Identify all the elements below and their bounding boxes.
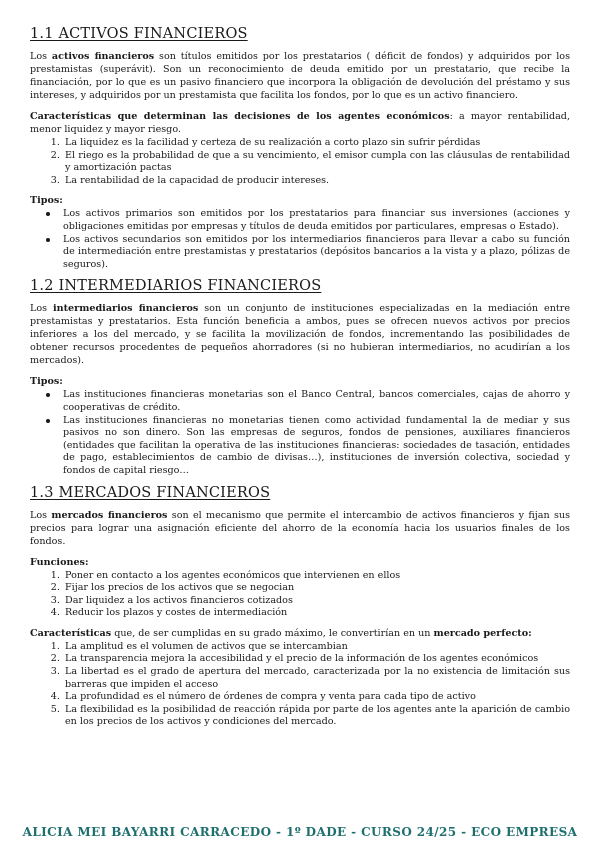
list-item: Los activos primarios son emitidos por los prestatarios para financiar sus inversiones (acciones y obligaciones emitidas por empresas y títulos de deuda emitidos por particulares, empresas o Estado). xyxy=(63,208,570,232)
list-item: 2. La transparencia mejora la accesibilidad y el precio de la información de los agentes económicos xyxy=(63,653,570,666)
types-list xyxy=(30,389,570,477)
list-item: 2. El riego es la probabilidad de que a su vencimiento, el emisor cumpla con las cláusulas de rentabilidad y amortización pactas xyxy=(63,150,570,175)
section-title: 1.1 ACTIVOS FINANCIEROS xyxy=(30,26,248,42)
key-term: Características que determinan las decisiones de los agentes económicos xyxy=(30,111,450,122)
types-label: Tipos: xyxy=(30,195,63,207)
key-term: intermediarios financieros xyxy=(53,303,199,315)
characteristics-intro: Características que, de ser cumplidas en su grado máximo, le convertirían en un mercado perfecto: xyxy=(30,627,532,639)
list-item: 3. Dar liquidez a los activos financieros cotizados xyxy=(63,595,570,608)
list-item: Las instituciones financieras monetarias son el Banco Central, bancos comerciales, cajas de ahorro y cooperativas de crédito. xyxy=(63,389,570,413)
key-term: activos financieros xyxy=(51,51,155,62)
types-list xyxy=(30,208,570,271)
list-item: 3. La libertad es el grado de apertura del mercado, caracterizada por la no existencia de limitación sus barreras que impiden el acceso xyxy=(63,666,570,691)
intro-paragraph: Los intermediarios financieros son un conjunto de instituciones especializadas en la mediación entre prestamistas y prestatarios. Esta función beneficia a ambos, pues se ofrecen nuevos activos por precios inferiores a los del mercado, y se facilita la movilización de fondos, incrementando las posibilidades de obtener recursos procedentes de pequeños ahorradores (si no hubieran intermediarios, no acudirían a los mercados). xyxy=(30,303,571,367)
characteristics-intro: Características que determinan las decisiones de los agentes económicos: a mayor rentabilidad, menor liquidez y mayor riesgo. xyxy=(30,111,570,135)
section-activos-financieros xyxy=(30,26,570,271)
list-item: 2. Fijar los precios de los activos que se negocian xyxy=(63,582,570,595)
functions-list xyxy=(30,570,570,620)
list-item: 1. La amplitud es el volumen de activos que se intercambian xyxy=(63,641,570,654)
list-item: 4. La profundidad es el número de órdenes de compra y venta para cada tipo de activo xyxy=(63,691,570,704)
types-label: Tipos: xyxy=(30,376,63,388)
intro-paragraph: Los activos financieros son títulos emitidos por los prestatarios ( déficit de fondos) y adquiridos por los prestamistas (superávit). Son un reconocimiento de deuda emitido por un prestatario, que recibe la financiación, por lo que es un pasivo financiero que incorpora la obligación de devolución del préstamo y sus intereses, y adquiridos por un prestamista que facilita los fondos, por lo que es un activo financiero. xyxy=(30,51,571,101)
list-item: Los activos secundarios son emitidos por los intermediarios financieros para llevar a cabo su función de intermediación entre prestamistas y prestatarios (depósitos bancarios a la vista y a plazo, pólizas de seguros). xyxy=(63,233,570,270)
page-footer: ALICIA MEI BAYARRI CARRACEDO - 1º DADE - CURSO 24/25 - ECO EMPRESA xyxy=(22,825,578,839)
characteristics-list xyxy=(30,137,570,187)
section-title: 1.3 MERCADOS FINANCIEROS xyxy=(30,484,271,501)
section-intermediarios-financieros xyxy=(30,278,570,477)
section-mercados-financieros xyxy=(30,485,570,730)
list-item: 4. Reducir los plazos y costes de intermediación xyxy=(63,607,570,620)
list-item: 1. Poner en contacto a los agentes económicos que intervienen en ellos xyxy=(63,570,570,583)
key-term: Características xyxy=(30,627,112,639)
section-title: 1.2 INTERMEDIARIOS FINANCIEROS xyxy=(30,278,322,295)
key-term: mercado perfecto: xyxy=(433,627,532,639)
functions-label: Funciones: xyxy=(30,556,89,568)
list-item: 5. La flexibilidad es la posibilidad de reacción rápida por parte de los agentes ante la aparición de cambio en los precios de los activos y condiciones del mercado. xyxy=(63,704,570,729)
characteristics-list xyxy=(30,641,570,729)
intro-paragraph: Los mercados financieros son el mecanismo que permite el intercambio de activos financieros y fijan sus precios para lograr una asignación eficiente del ahorro de la economía hacia los usuarios finales de los fondos. xyxy=(30,509,571,547)
key-term: mercados financieros xyxy=(51,509,168,521)
list-item: 1. La liquidez es la facilidad y certeza de su realización a corto plazo sin sufrir pérdidas xyxy=(63,137,570,150)
list-item: Las instituciones financieras no monetarias tienen como actividad fundamental la de mediar y sus pasivos no son dinero. Son las empresas de seguros, fondos de pensiones, auxiliares financieros (entidades que facilitan la operativa de las instituciones financieras: sociedades de tasación, entidades de pago, establecimientos de cambio de divisas…), instituciones de inversión colectiva, sociedad y fondos de capital riesgo… xyxy=(63,414,570,476)
list-item: 3. La rentabilidad de la capacidad de producir intereses. xyxy=(63,175,570,188)
